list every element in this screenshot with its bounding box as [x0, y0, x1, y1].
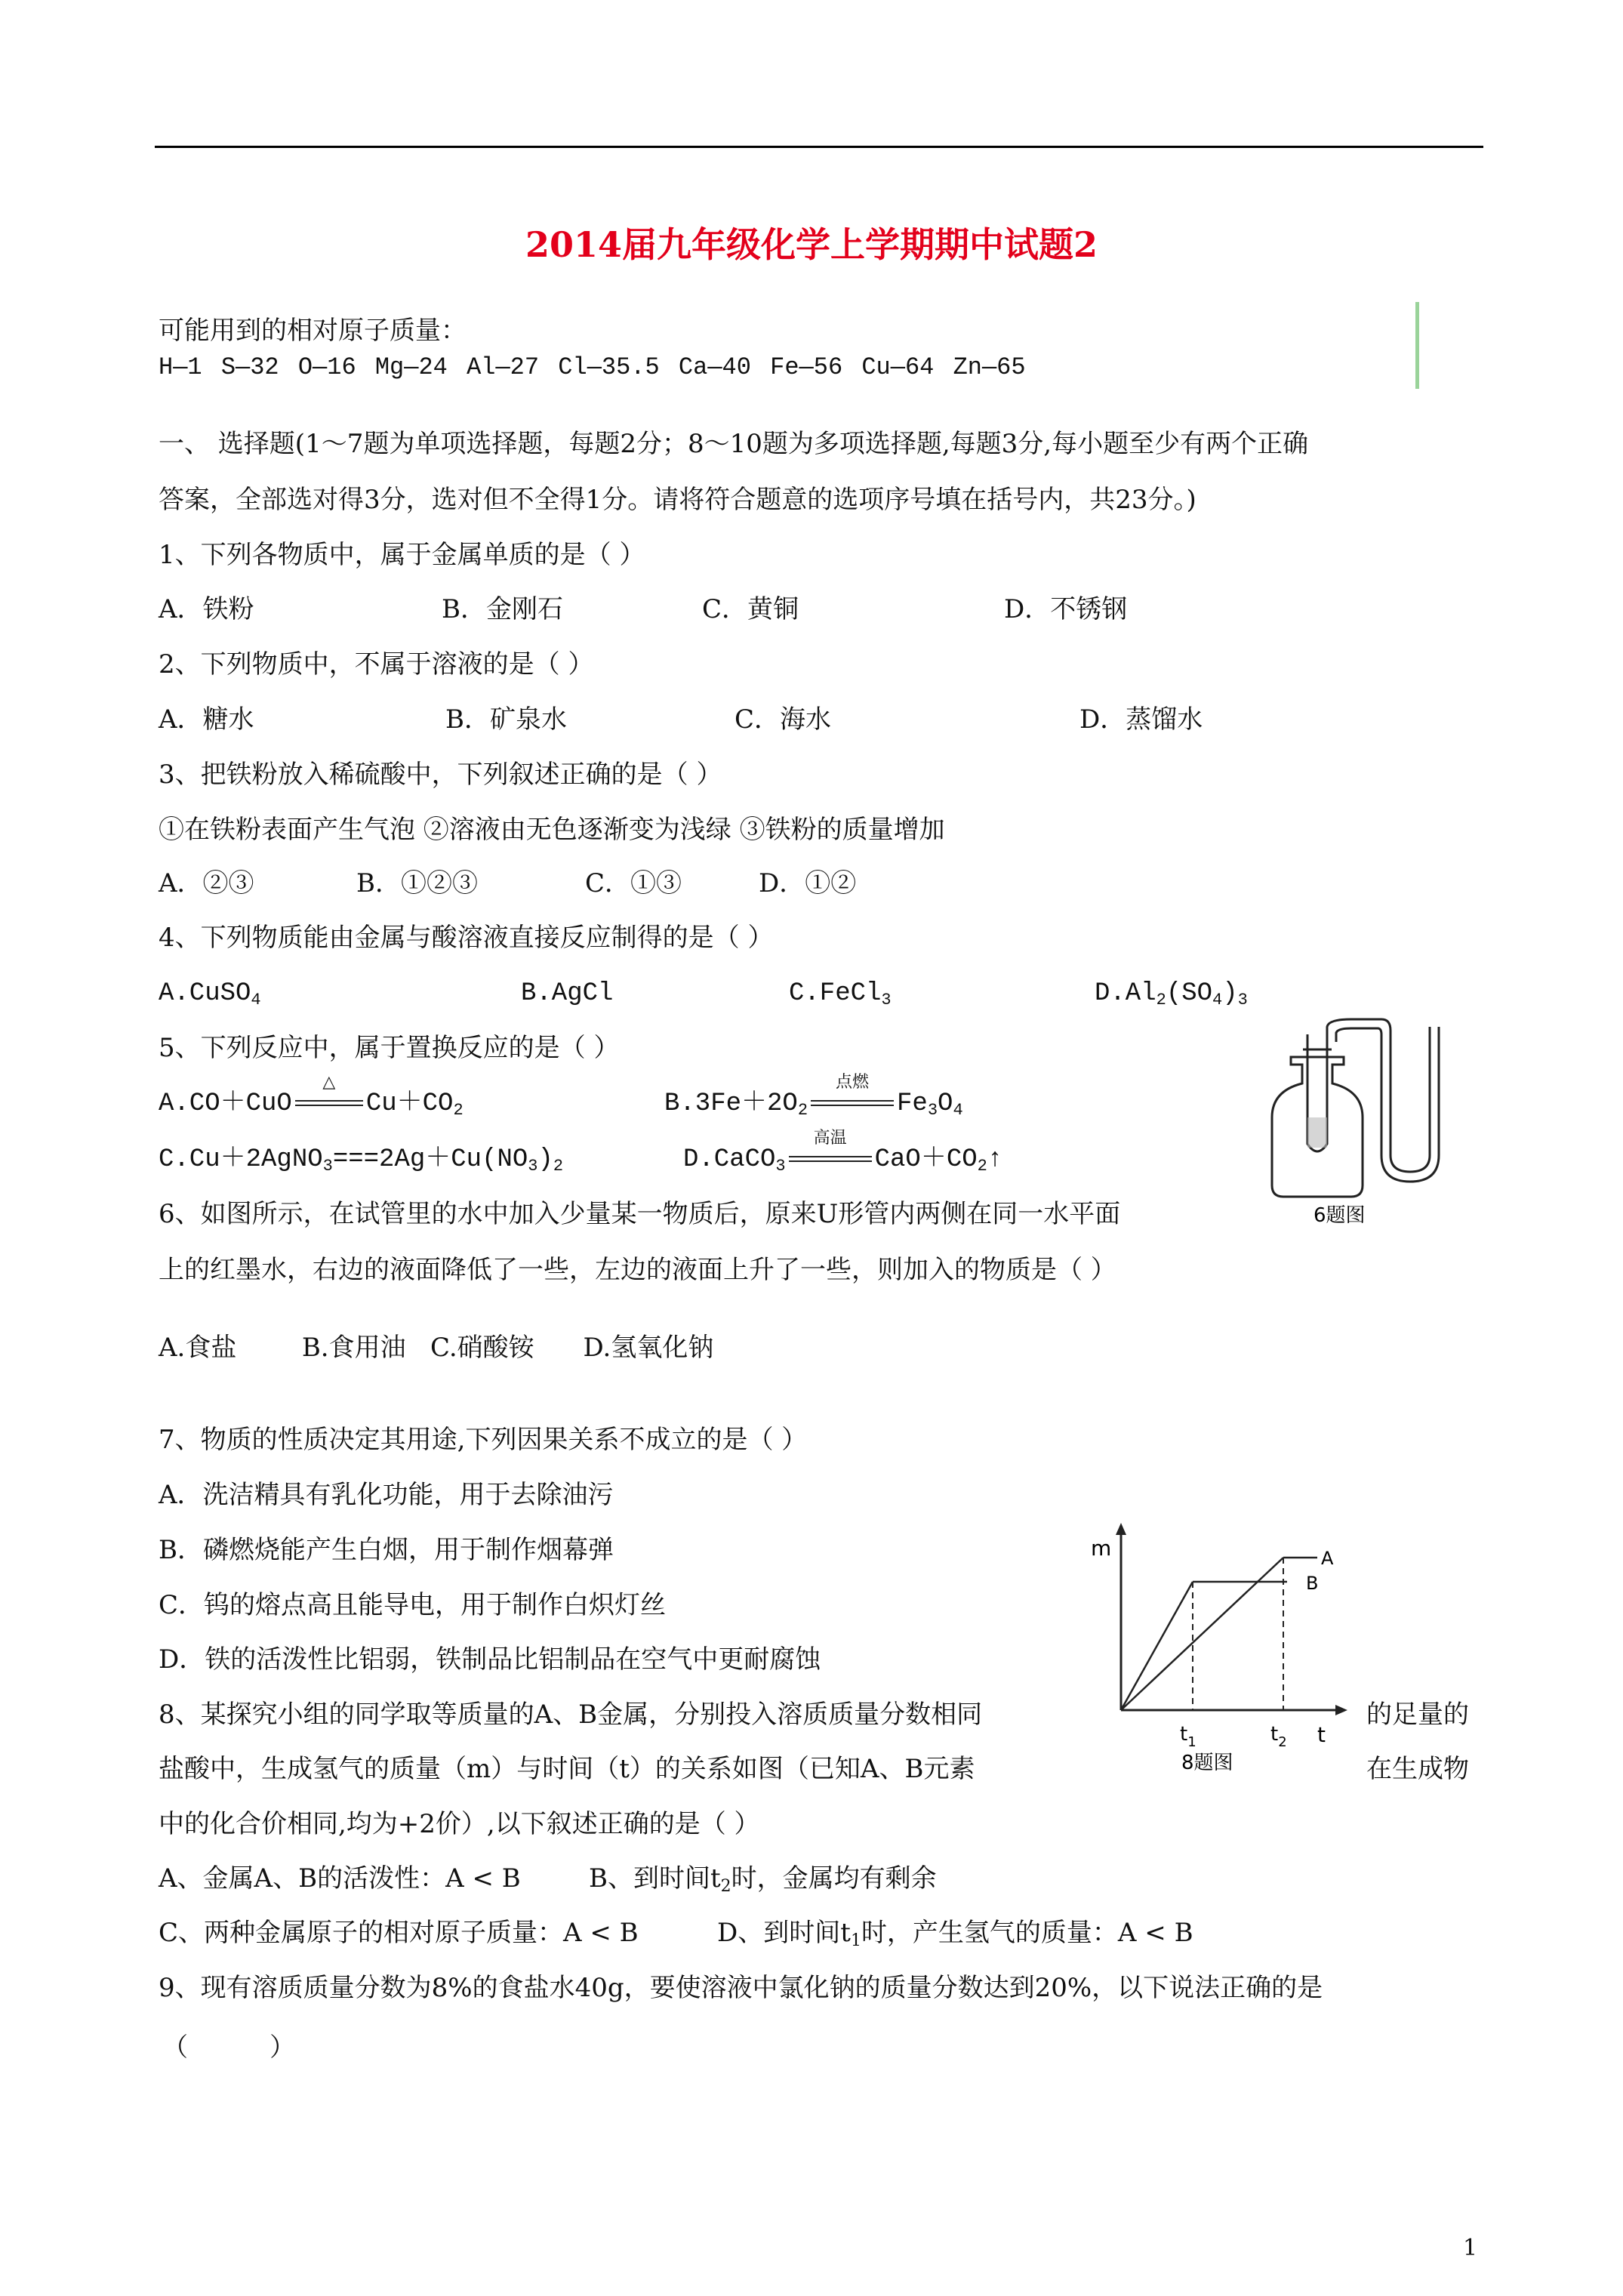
q2-option-a: A．糖水	[159, 704, 254, 735]
tick-t1-label: $t_1$	[1180, 1723, 1196, 1750]
ignite-condition: 点燃	[836, 1073, 870, 1092]
q8-option-a: A、金属A、B的活泼性：A < B	[159, 1863, 521, 1894]
u-tube-apparatus-diagram	[1261, 1012, 1487, 1231]
q6-options: A.食盐 B.食用油 C.硝酸铵 D.氢氧化钠	[159, 1333, 714, 1363]
question-8-line1: 8、某探究小组的同学取等质量的A、B金属，分别投入溶质质量分数相同	[159, 1700, 983, 1730]
q4-option-d: $D.Al_2(SO_4)_3$	[1095, 979, 1248, 1009]
q7-option-b: B．磷燃烧能产生白烟，用于制作烟幕弹	[159, 1535, 614, 1565]
y-axis-label: m	[1091, 1536, 1112, 1561]
box-edge	[1415, 302, 1419, 389]
q5-option-c: $C.Cu+2AgNO_3===2Ag+Cu(NO_3)_2$	[159, 1145, 564, 1176]
question-8-line3: 中的化合价相同,均为+2价）,以下叙述正确的是（ ）	[159, 1809, 760, 1839]
q1-option-d: D．不锈钢	[1004, 594, 1128, 624]
question-2-stem: 2、下列物质中，不属于溶液的是（ ）	[159, 649, 594, 680]
atomic-mass-values: H—1 S—32 O—16 Mg—24 Al—27 Cl—35.5 Ca—40 Fe—56 Cu—64 Zn—65	[159, 353, 1026, 381]
q6-figure-label: 6题图	[1313, 1204, 1366, 1227]
tick-t2-label: $t_2$	[1270, 1723, 1287, 1750]
question-7-stem: 7、物质的性质决定其用途,下列因果关系不成立的是（ ）	[159, 1425, 808, 1455]
page-title: 2014届九年级化学上学期期中试题2	[525, 224, 1098, 265]
q7-option-c: C．钨的熔点高且能导电，用于制作白炽灯丝	[159, 1590, 667, 1620]
q3-option-d: D．①②	[759, 868, 857, 898]
q3-option-a: A．②③	[159, 868, 254, 898]
question-5-stem: 5、下列反应中，属于置换反应的是（ ）	[159, 1033, 620, 1063]
q6-apparatus-figure	[1261, 1012, 1487, 1231]
q3-statements: ①在铁粉表面产生气泡 ②溶液由无色逐渐变为浅绿 ③铁粉的质量增加	[159, 815, 945, 845]
series-a-label: A	[1321, 1548, 1334, 1569]
q8-graph-figure	[1091, 1521, 1355, 1774]
q4-option-c: C.FeCl$_3$	[789, 979, 892, 1009]
q3-option-c: C．①③	[585, 868, 682, 898]
question-9-line2: （ ）	[162, 2032, 296, 2063]
q5-option-a: A.CO＋CuO △ $Cu+CO_2$	[159, 1089, 463, 1126]
question-1-stem: 1、下列各物质中，属于金属单质的是（ ）	[159, 540, 645, 570]
q5-option-d: D.CaCO$_3$ 高温 $CaO+CO_2↑$	[683, 1145, 1002, 1182]
q8-option-b: B、到时间$t_2$时，金属均有剩余	[589, 1863, 937, 1896]
q1-option-b: B．金刚石	[442, 594, 563, 624]
question-8-line2-end: 在生成物	[1366, 1754, 1469, 1784]
q5-option-b: $B.3Fe+2O_2$ 点燃 $Fe_3O_4$	[664, 1089, 963, 1126]
q8-option-d: D、到时间$t_1$时，产生氢气的质量：A < B	[717, 1918, 1193, 1950]
q7-option-d: D．铁的活泼性比铝弱，铁制品比铝制品在空气中更耐腐蚀	[159, 1644, 821, 1675]
q2-option-d: D．蒸馏水	[1079, 704, 1203, 735]
atomic-mass-box	[159, 302, 1419, 389]
series-b-label: B	[1306, 1573, 1319, 1594]
q4-option-a: A.CuSO$_4$	[159, 979, 261, 1009]
q1-option-a: A．铁粉	[159, 594, 254, 624]
hydrogen-mass-time-graph	[1091, 1521, 1355, 1774]
question-8-line1-end: 的足量的	[1366, 1700, 1469, 1730]
question-3-stem: 3、把铁粉放入稀硫酸中，下列叙述正确的是（ ）	[159, 760, 722, 790]
heat-condition: △	[322, 1073, 336, 1092]
q4-option-b: B.AgCl	[521, 979, 614, 1008]
q8-figure-label: 8题图	[1181, 1752, 1233, 1774]
q2-option-c: C．海水	[735, 704, 832, 735]
q3-option-b: B．①②③	[356, 868, 478, 898]
q2-option-b: B．矿泉水	[445, 704, 567, 735]
question-8-line2: 盐酸中，生成氢气的质量（m）与时间（t）的关系如图（已知A、B元素	[159, 1754, 975, 1784]
high-temp-condition: 高温	[813, 1129, 847, 1148]
question-4-stem: 4、下列物质能由金属与酸溶液直接反应制得的是（ ）	[159, 923, 774, 953]
x-axis-label: t	[1317, 1722, 1326, 1747]
question-6-line2: 上的红墨水，右边的液面降低了一些，左边的液面上升了一些，则加入的物质是（ ）	[159, 1255, 1116, 1285]
question-6-line1: 6、如图所示，在试管里的水中加入少量某一物质后，原来U形管内两侧在同一水平面	[159, 1199, 1121, 1229]
q8-option-c: C、两种金属原子的相对原子质量：A < B	[159, 1918, 639, 1948]
section-heading-line1: 一、 选择题(1～7题为单项选择题，每题2分；8～10题为多项选择题,每题3分,每小题至少有两个正确	[159, 429, 1309, 459]
question-9-line1: 9、现有溶质质量分数为8%的食盐水40g，要使溶液中氯化钠的质量分数达到20%，以下说法正确的是	[159, 1973, 1323, 2003]
section-heading-line2: 答案，全部选对得3分，选对但不全得1分。请将符合题意的选项序号填在括号内，共23分。)	[159, 485, 1196, 515]
q1-option-c: C．黄铜	[702, 594, 799, 624]
q7-option-a: A．洗洁精具有乳化功能，用于去除油污	[159, 1480, 614, 1510]
page-number: 1	[1463, 2235, 1478, 2261]
header-rule	[155, 146, 1483, 148]
atomic-mass-heading: 可能用到的相对原子质量：	[159, 316, 467, 346]
